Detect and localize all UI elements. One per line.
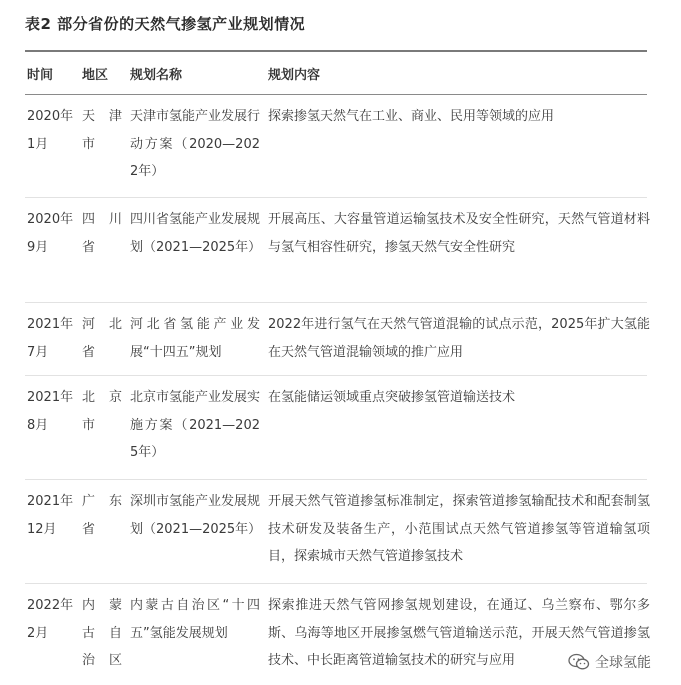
header-plan-name: 规划名称 bbox=[130, 68, 183, 83]
cell-region: 北 京 市 bbox=[82, 390, 122, 433]
cell-plan-name: 北京市氢能产业发展实施方案（2021—2025年） bbox=[130, 390, 261, 460]
table-title: 表2 部分省份的天然气掺氢产业规划情况 bbox=[25, 15, 306, 33]
watermark-text: 全球氢能 bbox=[595, 655, 651, 671]
cell-plan-name: 内蒙古自治区“十四五”氢能发展规划 bbox=[130, 598, 260, 641]
cell-region: 天 津 市 bbox=[82, 109, 122, 152]
header-plan-content: 规划内容 bbox=[268, 68, 321, 83]
cell-plan-content: 探索掺氢天然气在工业、商业、民用等领域的应用 bbox=[268, 109, 555, 124]
table-row bbox=[0, 198, 681, 303]
header-time: 时间 bbox=[27, 68, 54, 83]
cell-region: 广 东 省 bbox=[82, 494, 122, 537]
cell-time: 2020年1月 bbox=[27, 109, 74, 152]
cell-plan-content: 在氢能储运领域重点突破掺氢管道输送技术 bbox=[268, 390, 516, 405]
cell-plan-name: 天津市氢能产业发展行动方案（2020—2022年） bbox=[130, 109, 261, 179]
cell-plan-name: 四川省氢能产业发展规划（2021—2025年） bbox=[130, 212, 262, 255]
cell-plan-name: 深圳市氢能产业发展规划（2021—2025年） bbox=[130, 494, 262, 537]
cell-time: 2021年12月 bbox=[27, 494, 74, 537]
cell-region: 四 川 省 bbox=[82, 212, 122, 255]
table-row bbox=[0, 376, 681, 480]
cell-time: 2021年7月 bbox=[27, 317, 74, 360]
table-row bbox=[0, 95, 681, 198]
wechat-icon bbox=[568, 653, 590, 671]
cell-time: 2020年9月 bbox=[27, 212, 74, 255]
cell-time: 2022年2月 bbox=[27, 598, 74, 641]
cell-plan-content: 2022年进行氢气在天然气管道混输的试点示范，2025年扩大氢能在天然气管道混输领域的推广应用 bbox=[268, 317, 650, 360]
cell-time: 2021年8月 bbox=[27, 390, 74, 433]
cell-plan-name: 河北省氢能产业发展“十四五”规划 bbox=[130, 317, 260, 360]
watermark bbox=[568, 652, 651, 672]
header-region: 地区 bbox=[82, 68, 109, 83]
cell-region: 河 北 省 bbox=[82, 317, 122, 360]
cell-plan-content: 开展高压、大容量管道运输氢技术及安全性研究，天然气管道材料与氢气相容性研究，掺氢天然气安全性研究 bbox=[268, 212, 650, 255]
table-row bbox=[0, 303, 681, 376]
cell-plan-content: 探索推进天然气管网掺氢规划建设，在通辽、乌兰察布、鄂尔多斯、乌海等地区开展掺氢燃气管道输送示范，开展天然气管道掺氢技术、中长距离管道输氢技术的研究与应用 bbox=[268, 598, 650, 668]
cell-plan-content: 开展天然气管道掺氢标准制定，探索管道掺氢输配技术和配套制氢技术研发及装备生产，小范围试点天然气管道掺氢等管道输氢项目，探索城市天然气管道掺氢技术 bbox=[268, 494, 650, 564]
table-header bbox=[0, 52, 681, 94]
cell-region: 内 蒙 古 自 治区 bbox=[82, 598, 122, 668]
table-row bbox=[0, 480, 681, 584]
